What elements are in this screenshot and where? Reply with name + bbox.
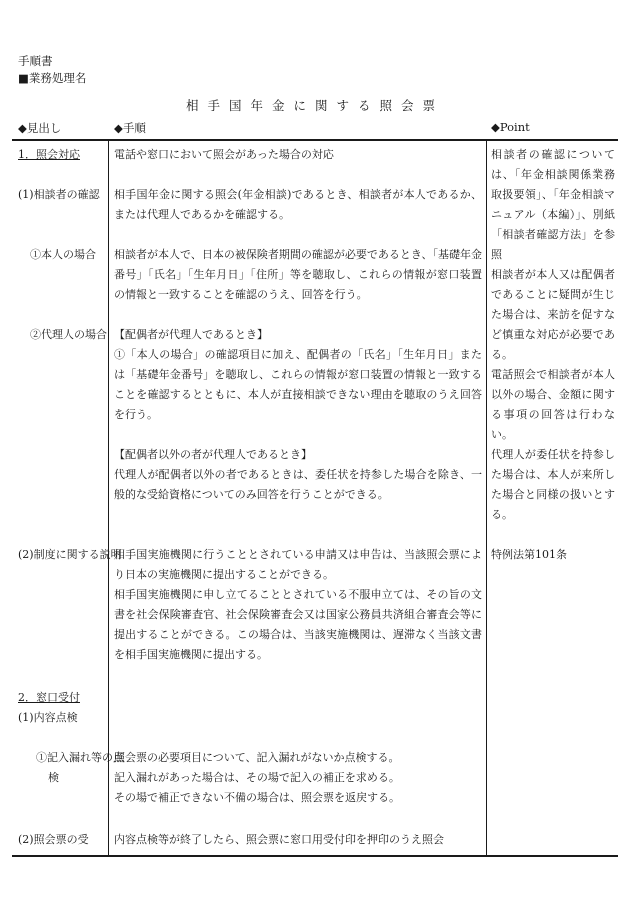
table-bottom-rule [12, 855, 618, 857]
procedure-text: ①「本人の場合」の確認項目に加え、配偶者の「氏名」「生年月日」または「基礎年金番号」を聴取し、これらの情報が窓口装置の情報と一致することを確認するとともに、本人が直接相談できない理由を聴取のうえ回答を行う。 [114, 348, 482, 421]
section-heading: 2．窓口受付 [18, 691, 80, 704]
other-proxy-block [114, 445, 482, 505]
subsection-heading: (2)制度に関する説明 [18, 548, 122, 561]
section-intro: 電話や窓口において照会があった場合の対応 [114, 148, 334, 161]
item-heading: ②代理人の場合 [30, 328, 107, 341]
procedure-text: 記入漏れがあった場合は、その場で記入の補正を求める。 [114, 771, 400, 784]
procedure-text: 相手国実施機関に行うこととされている申請又は申告は、当該照会票により日本の実施機関に提出することができる。 [114, 548, 482, 581]
task-name-label: ■業務処理名 [18, 71, 87, 85]
subsection-heading: (1)相談者の確認 [18, 188, 100, 201]
point-notes [491, 145, 615, 525]
procedure-text: 相手国実施機関に申し立てることとされている不服申立ては、その旨の文書を社会保険審査官、社会保険審査会又は国家公務員共済組合審査会等に提出することができる。この場合は、当該実施機関は、遅滞なく当該文書を相手国実施機関に提出する。 [114, 588, 482, 661]
document-type: 手順書 [18, 54, 53, 68]
table-top-rule [12, 139, 618, 141]
system-explanation [114, 545, 482, 665]
point-note: 代理人が委任状を持参した場合は、本人が来所した場合と同様の扱いとする。 [491, 448, 615, 521]
column-point-label: ◆Point [491, 120, 530, 134]
column-procedure-label: ◆手順 [114, 121, 146, 135]
point-note: 特例法第101条 [491, 548, 567, 561]
procedure-text: 照会票の必要項目について、記入漏れがないか点検する。 [114, 751, 400, 764]
point-note: 相談者の確認については、「年金相談関係業務取扱要領」、「年金相談マニュアル（本編）」、別紙「相談者確認方法」を参照 [491, 148, 615, 261]
item-heading: ①本人の場合 [30, 248, 96, 261]
subsection-heading: (2)照会票の受 [18, 833, 89, 846]
check-procedure [114, 748, 482, 808]
procedure-text: 相手国年金に関する照会(年金相談)であるとき、相談者が本人であるか、または代理人であるかを確認する。 [114, 188, 482, 221]
column-divider [486, 141, 487, 856]
subsection-heading: (1)内容点検 [18, 711, 78, 724]
block-title: 【配偶者が代理人であるとき】 [114, 328, 268, 341]
point-note: 電話照会で相談者が本人以外の場合、金額に関する事項の回答は行わない。 [491, 368, 615, 441]
procedure-text: その場で補正できない不備の場合は、照会票を返戻する。 [114, 791, 400, 804]
spouse-block [114, 325, 482, 425]
block-title: 【配偶者以外の者が代理人であるとき】 [114, 448, 312, 461]
column-heading-label: ◆見出し [18, 121, 62, 135]
procedure-text: 代理人が配偶者以外の者であるときは、委任状を持参した場合を除き、一般的な受給資格についてのみ回答を行うことができる。 [114, 468, 482, 501]
item-heading: ①記入漏れ等の点検 [36, 751, 124, 784]
point-note: 相談者が本人又は配偶者であることに疑問が生じた場合は、来訪を促すなど慎重な対応が必要である。 [491, 268, 615, 361]
page-title: 相手国年金に関する照会票 [185, 98, 444, 113]
procedure-text: 相談者が本人で、日本の被保険者期間の確認が必要であるとき、「基礎年金番号」「氏名」「生年月日」「住所」等を聴取し、これらの情報が窓口装置の情報と一致することを確認のうえ、回答を行う。 [114, 248, 482, 301]
procedure-text: 内容点検等が終了したら、照会票に窓口用受付印を押印のうえ照会 [114, 833, 444, 846]
section-heading: 1．照会対応 [18, 148, 80, 161]
